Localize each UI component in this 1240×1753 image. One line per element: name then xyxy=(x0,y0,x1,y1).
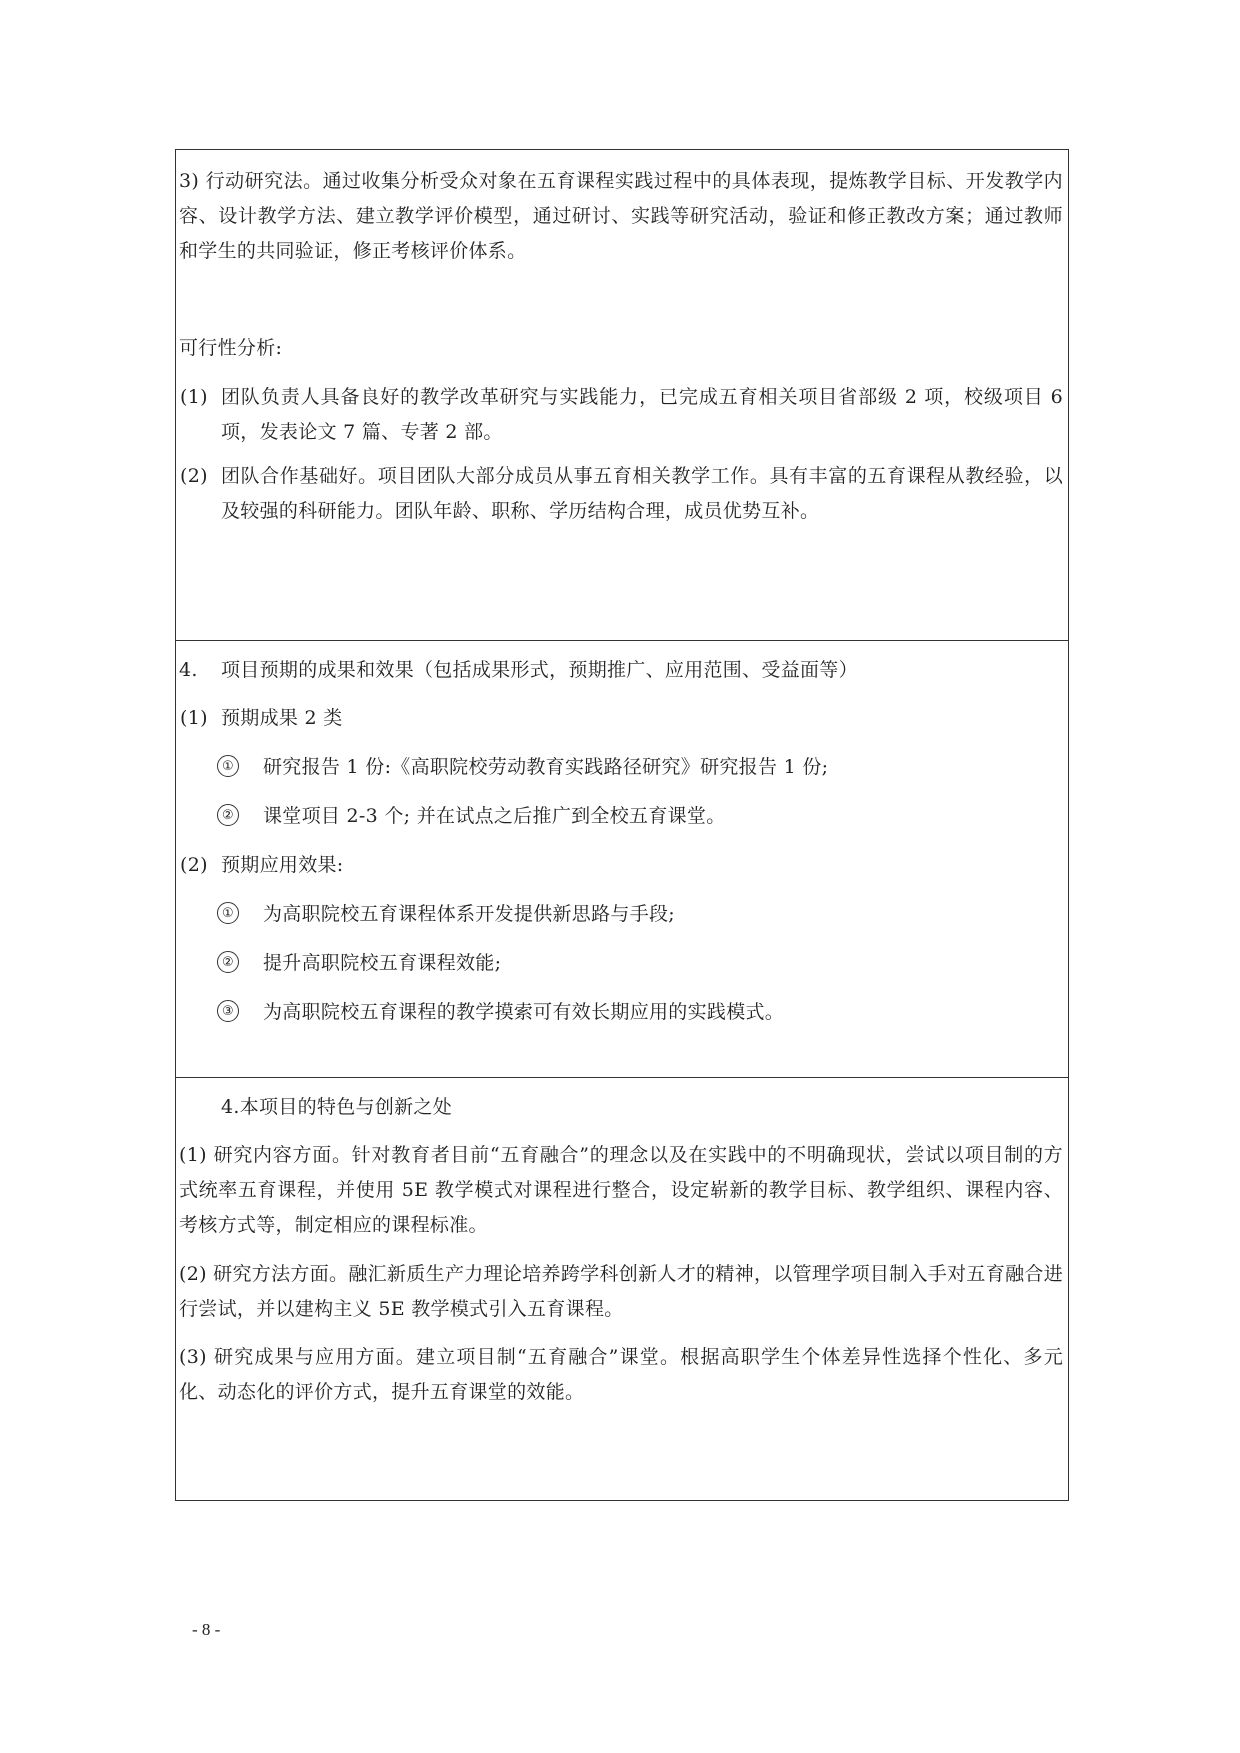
circled-number: ② xyxy=(217,804,239,826)
section-heading: 4.本项目的特色与创新之处 xyxy=(221,1096,453,1118)
group-marker: (1) xyxy=(180,707,208,729)
methods-feasibility-cell xyxy=(176,150,1068,640)
circled-number: ① xyxy=(217,902,239,924)
list-item: 提升高职院校五育课程效能; xyxy=(263,952,502,974)
page-number: - 8 - xyxy=(192,1620,221,1639)
features-innovation-cell xyxy=(176,1077,1068,1500)
document-table xyxy=(175,149,1069,1501)
section-heading: 项目预期的成果和效果（包括成果形式，预期推广、应用范围、受益面等） xyxy=(221,659,858,681)
list-item-marker xyxy=(217,995,239,1029)
list-item-marker xyxy=(217,897,239,931)
list-item-marker xyxy=(217,750,239,784)
feasibility-item-text: 团队负责人具备良好的教学改革研究与实践能力，已完成五育相关项目省部级 2 项，校级项目 6 项，发表论文 7 篇、专著 2 部。 xyxy=(221,386,1063,443)
circled-number: ① xyxy=(217,755,239,777)
list-item: 为高职院校五育课程体系开发提供新思路与手段; xyxy=(263,903,676,925)
innovation-paragraph: (3) 研究成果与应用方面。建立项目制“五育融合”课堂。根据高职学生个体差异性选择个性化、多元化、动态化的评价方式，提升五育课堂的效能。 xyxy=(179,1346,1063,1403)
list-item-marker xyxy=(217,946,239,980)
group-title: 预期成果 2 类 xyxy=(221,707,343,729)
group-title: 预期应用效果: xyxy=(221,854,344,876)
item-marker: (2) xyxy=(180,465,208,487)
circled-number: ③ xyxy=(217,1000,239,1022)
list-item: 为高职院校五育课程的教学摸索可有效长期应用的实践模式。 xyxy=(263,1001,785,1023)
list-item: 课堂项目 2-3 个; 并在试点之后推广到全校五育课堂。 xyxy=(263,805,726,827)
list-item-marker xyxy=(217,799,239,833)
item-marker: (1) xyxy=(180,386,208,408)
expected-results-cell xyxy=(176,640,1068,1077)
action-research-paragraph: 3) 行动研究法。通过收集分析受众对象在五育课程实践过程中的具体表现，提炼教学目标、开发教学内容、设计教学方法、建立教学评价模型，通过研讨、实践等研究活动，验证和修正教改方案；通过教师和学生的共同验证，修正考核评价体系。 xyxy=(179,170,1063,262)
innovation-paragraph: (2) 研究方法方面。融汇新质生产力理论培养跨学科创新人才的精神，以管理学项目制入手对五育融合进行尝试，并以建构主义 5E 教学模式引入五育课程。 xyxy=(179,1263,1063,1320)
group-marker: (2) xyxy=(180,854,208,876)
feasibility-title: 可行性分析: xyxy=(179,337,283,359)
innovation-paragraph: (1) 研究内容方面。针对教育者目前“五育融合”的理念以及在实践中的不明确现状，尝试以项目制的方式统率五育课程，并使用 5E 教学模式对课程进行整合，设定崭新的教学目标、教学组织、课程内容、考核方式等，制定相应的课程标准。 xyxy=(179,1144,1063,1236)
circled-number: ② xyxy=(217,951,239,973)
section-heading-number: 4. xyxy=(179,659,198,681)
list-item: 研究报告 1 份:《高职院校劳动教育实践路径研究》研究报告 1 份; xyxy=(263,756,829,778)
feasibility-item-text: 团队合作基础好。项目团队大部分成员从事五育相关教学工作。具有丰富的五育课程从教经验，以及较强的科研能力。团队年龄、职称、学历结构合理，成员优势互补。 xyxy=(221,465,1063,522)
